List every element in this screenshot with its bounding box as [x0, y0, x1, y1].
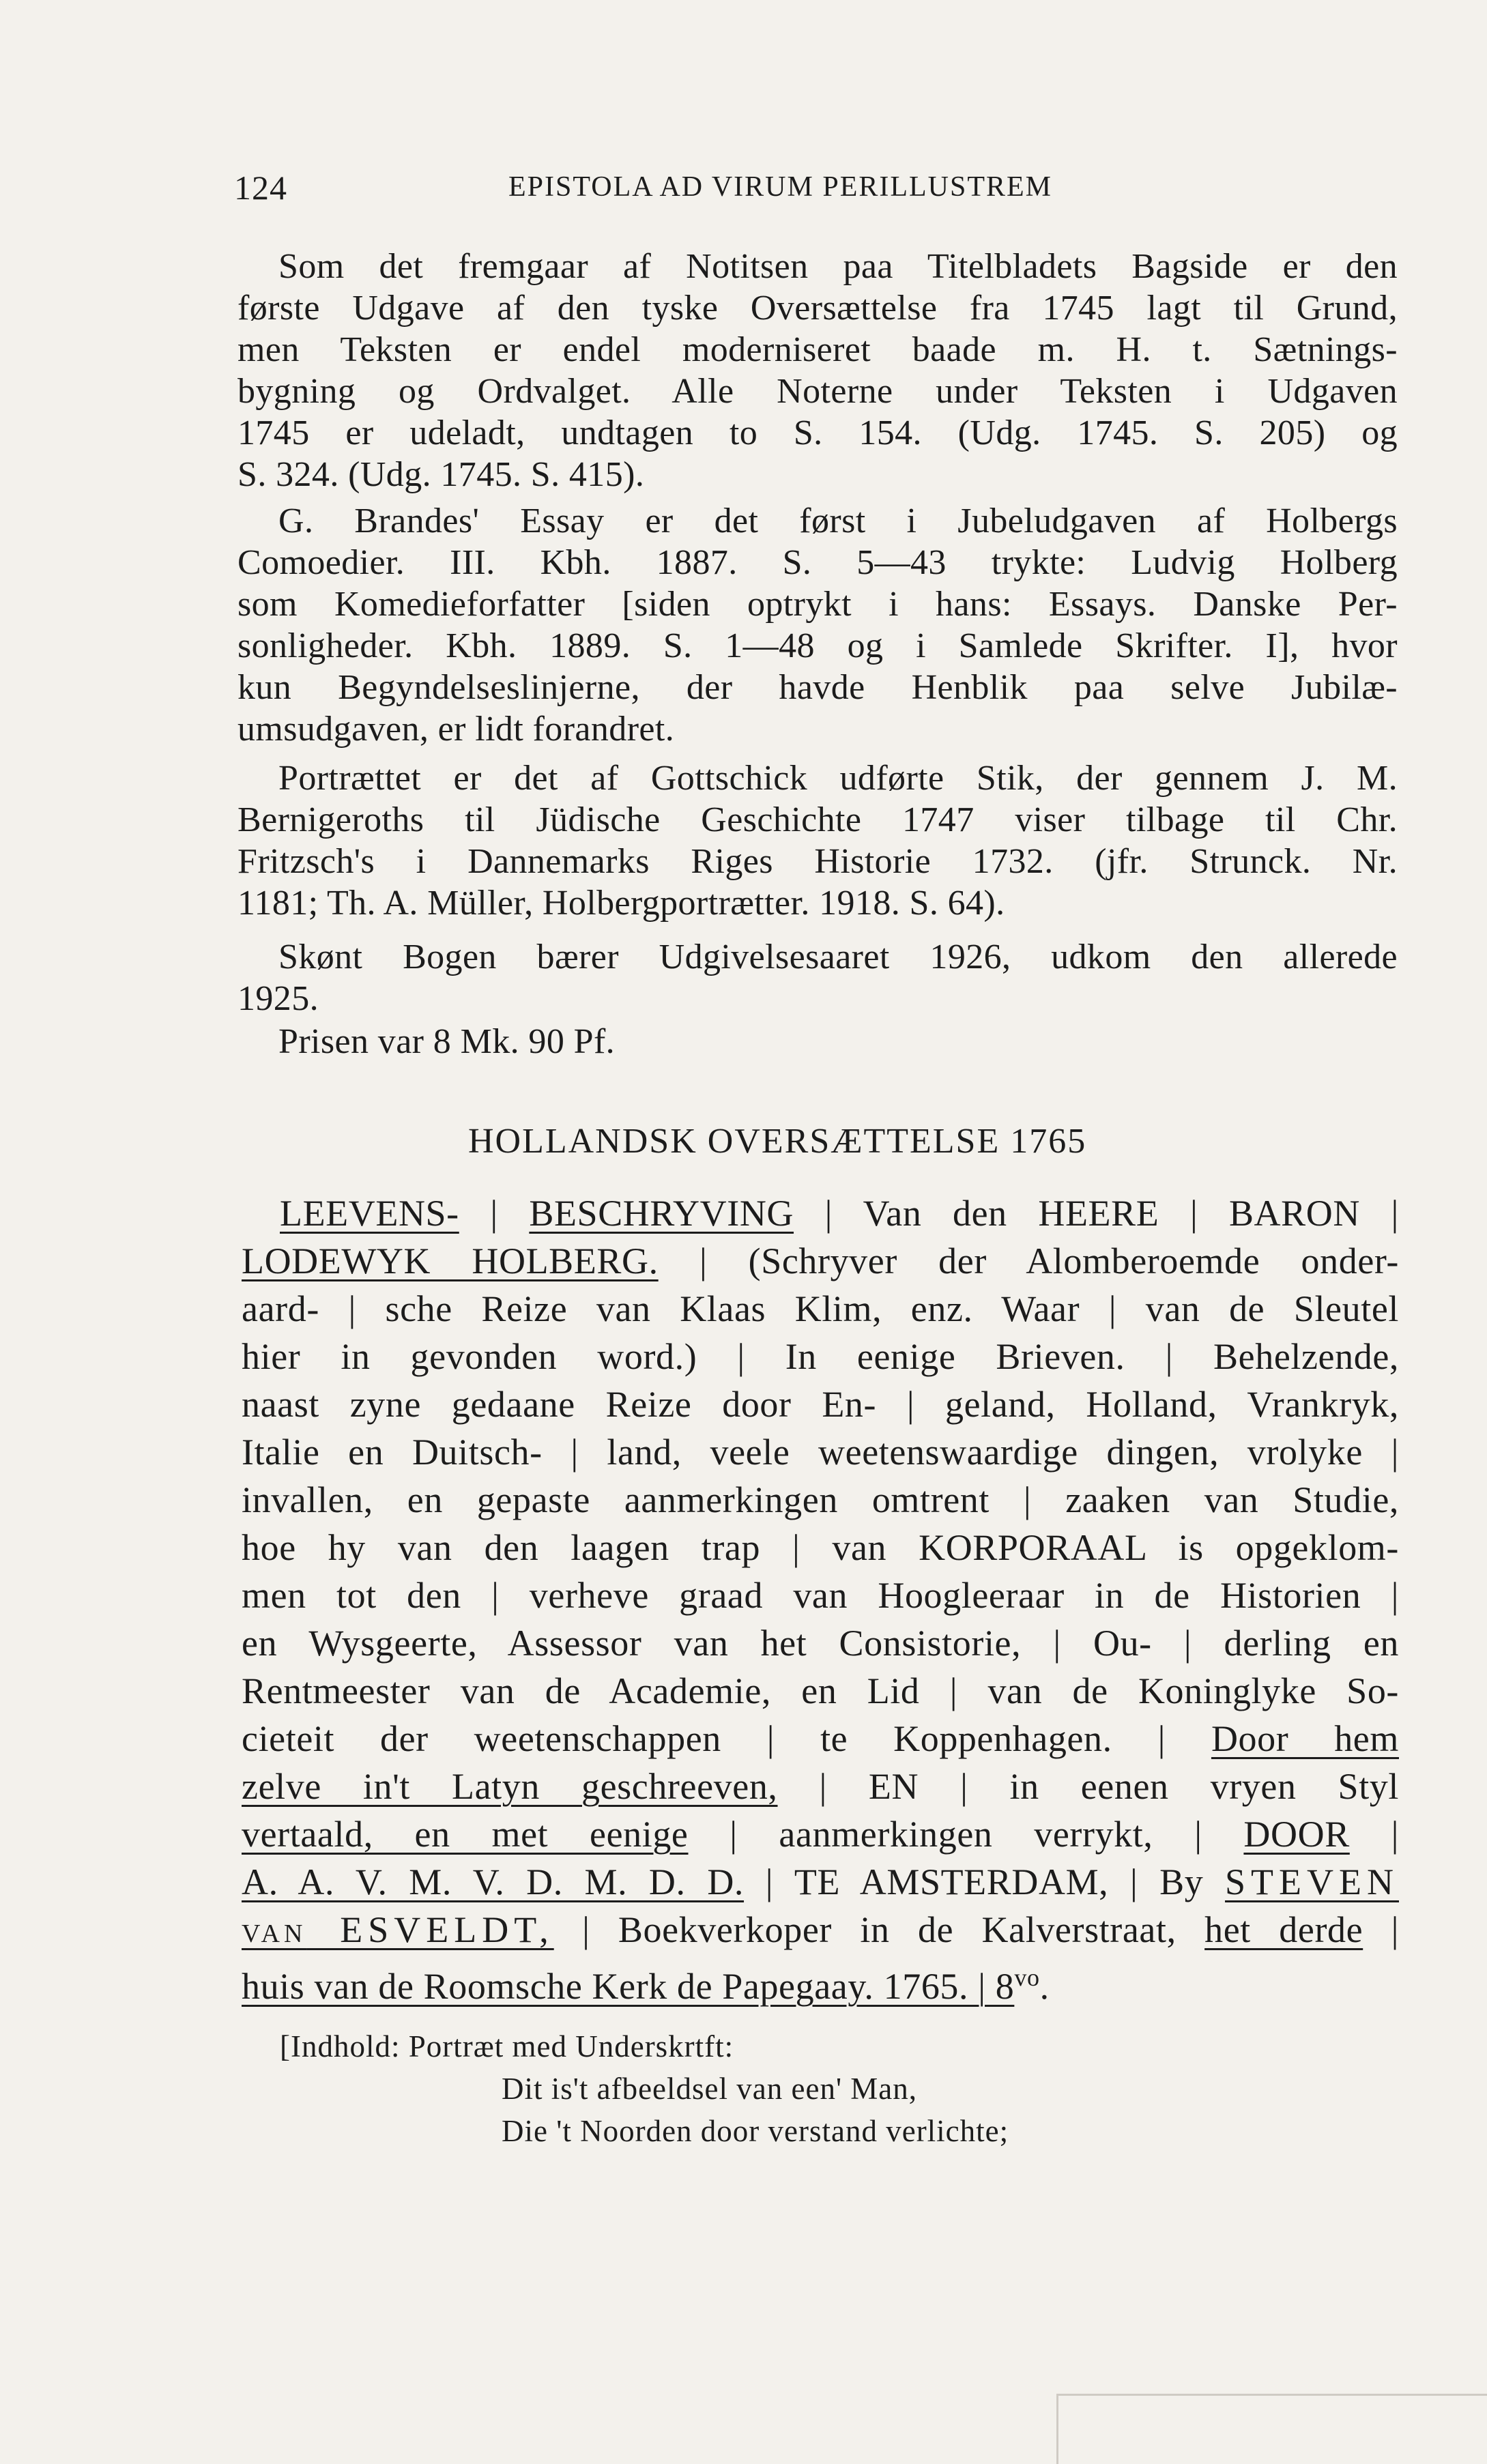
text-line: 1181; Th. A. Müller, Holbergportrætter. 1918. S. 64).	[237, 884, 1005, 923]
text-line: bygning og Ordvalget. Alle Noterne under Teksten i Udgaven	[237, 372, 1398, 411]
biblio-line: zelve in't Latyn geschreeven, | EN | in eenen vryen Styl	[242, 1766, 1399, 1807]
biblio-line: VAN ESVELDT, | Boekverkoper in de Kalverstraat, het derde |	[242, 1909, 1400, 1950]
biblio-line: LODEWYK HOLBERG. | (Schryver der Alomberoemde onder-	[242, 1241, 1399, 1281]
text-line: Bernigeroths til Jüdische Geschichte 1747 viser tilbage til Chr.	[237, 800, 1398, 839]
biblio-line: Rentmeester van de Academie, en Lid | van de Koninglyke So-	[242, 1670, 1399, 1711]
page-number: 124	[234, 169, 287, 207]
text-line: Skønt Bogen bærer Udgivelsesaaret 1926, udkom den allerede	[278, 938, 1398, 976]
superscript: vo	[1014, 1964, 1040, 1991]
biblio-line: cieteit der weetenschappen | te Koppenhagen. | Door hem	[242, 1718, 1399, 1759]
biblio-line: Italie en Duitsch- | land, veele weetenswaardige dingen, vrolyke |	[242, 1432, 1399, 1473]
paragraph-price	[237, 1021, 1398, 1062]
paragraph-publication-year	[237, 936, 1398, 1019]
biblio-line: hoe hy van den laagen trap | van KORPORAAL is opgeklom-	[242, 1527, 1399, 1568]
section-heading: HOLLANDSK OVERSÆTTELSE 1765	[468, 1122, 1087, 1161]
biblio-line: huis van de Roomsche Kerk de Papegaay. 1765. | $8^{vo}$.	[242, 1964, 1050, 2007]
biblio-line: A. A. V. M. V. D. M. D. D. | TE AMSTERDAM, | By STEVEN	[242, 1861, 1399, 1902]
text-line: 1745 er udeladt, undtagen to S. 154. (Udg. 1745. S. 205) og	[237, 414, 1398, 452]
underlined-text: ESVELDT,	[306, 1909, 554, 1950]
text-line: sonligheder. Kbh. 1889. S. 1—48 og i Samlede Skrifter. I], hvor	[237, 626, 1398, 665]
biblio-line: vertaald, en met eenige | aanmerkingen verrykt, | DOOR |	[242, 1814, 1399, 1855]
text-line: men Teksten er endel moderniseret baade m. H. t. Sætnings-	[237, 330, 1398, 369]
biblio-line: men tot den | verheve graad van Hoogleeraar in de Historien |	[242, 1575, 1399, 1616]
text-line: første Udgave af den tyske Oversættelse fra 1745 lagt til Grund,	[237, 289, 1398, 328]
underlined-text: BESCHRYVING	[529, 1193, 794, 1234]
biblio-line: hier in gevonden word.) | In eenige Brieven. | Behelzende,	[242, 1336, 1399, 1377]
biblio-line: LEEVENS- | BESCHRYVING | Van den HEERE | BARON |	[280, 1193, 1399, 1234]
underlined-text: A. A. V. M. V. D. M. D. D.	[242, 1861, 745, 1902]
text-line: Som det fremgaar af Notitsen paa Titelbladets Bagside er den	[278, 247, 1398, 286]
underlined-text: vertaald, en met eenige	[242, 1814, 689, 1855]
paragraph-portrait	[237, 757, 1398, 924]
paragraph-editions	[237, 246, 1398, 495]
biblio-line: aard- | sche Reize van Klaas Klim, enz. Waar | van de Sleutel	[242, 1288, 1399, 1329]
biblio-line: naast zyne gedaane Reize door En- | geland, Holland, Vrankryk,	[242, 1384, 1399, 1425]
text-line: Portrættet er det af Gottschick udførte Stik, der gennem J. M.	[278, 759, 1398, 798]
underlined-text: zelve in't Latyn geschreeven,	[242, 1766, 778, 1807]
biblio-line: en Wysgeerte, Assessor van het Consistorie, | Ou- | derling en	[242, 1623, 1399, 1664]
bibliographic-entry	[242, 1189, 1400, 2007]
underlined-text: DOOR	[1243, 1814, 1350, 1855]
underlined-text: Door hem	[1211, 1718, 1399, 1759]
running-title: EPISTOLA AD VIRUM PERILLUSTREM	[508, 171, 1053, 203]
text-line: som Komedieforfatter [siden optrykt i hans: Essays. Danske Per-	[237, 585, 1398, 624]
text-line: 1925.	[237, 979, 319, 1018]
text-line: Comoedier. III. Kbh. 1887. S. 5—43 trykte: Ludvig Holberg	[237, 543, 1398, 582]
verse-line: Die 't Noorden door verstand verlichte;	[502, 2114, 1009, 2148]
contents-note	[280, 2025, 1009, 2152]
biblio-line: invallen, en gepaste aanmerkingen omtrent | zaaken van Studie,	[242, 1479, 1399, 1520]
text-line: G. Brandes' Essay er det først i Jubeludgaven af Holbergs	[278, 502, 1398, 540]
verse-line: Dit is't afbeeldsel van een' Man,	[502, 2072, 918, 2106]
text-line: kun Begyndelseslinjerne, der havde Henblik paa selve Jubilæ-	[237, 668, 1398, 707]
underlined-text: huis van de Roomsche Kerk de Papegaay. 1765. | 8	[242, 1966, 1015, 2007]
underlined-text: het derde	[1204, 1909, 1363, 1950]
text-line: Prisen var 8 Mk. 90 Pf.	[278, 1022, 616, 1061]
underlined-text: LEEVENS-	[280, 1193, 459, 1234]
underlined-text: STEVEN	[1225, 1861, 1399, 1902]
running-head	[234, 162, 1394, 210]
note-line: [Indhold: Portræt med Underskrtft:	[280, 2029, 734, 2063]
text-line: S. 324. (Udg. 1745. S. 415).	[237, 455, 645, 494]
text-line: Fritzsch's i Dannemarks Riges Historie 1732. (jfr. Strunck. Nr.	[237, 842, 1398, 881]
underlined-text: VAN	[242, 1919, 307, 1948]
underlined-text: LODEWYK HOLBERG.	[242, 1241, 659, 1281]
text-line: umsudgaven, er lidt forandret.	[237, 710, 675, 749]
paragraph-brandes-essay	[237, 500, 1398, 750]
